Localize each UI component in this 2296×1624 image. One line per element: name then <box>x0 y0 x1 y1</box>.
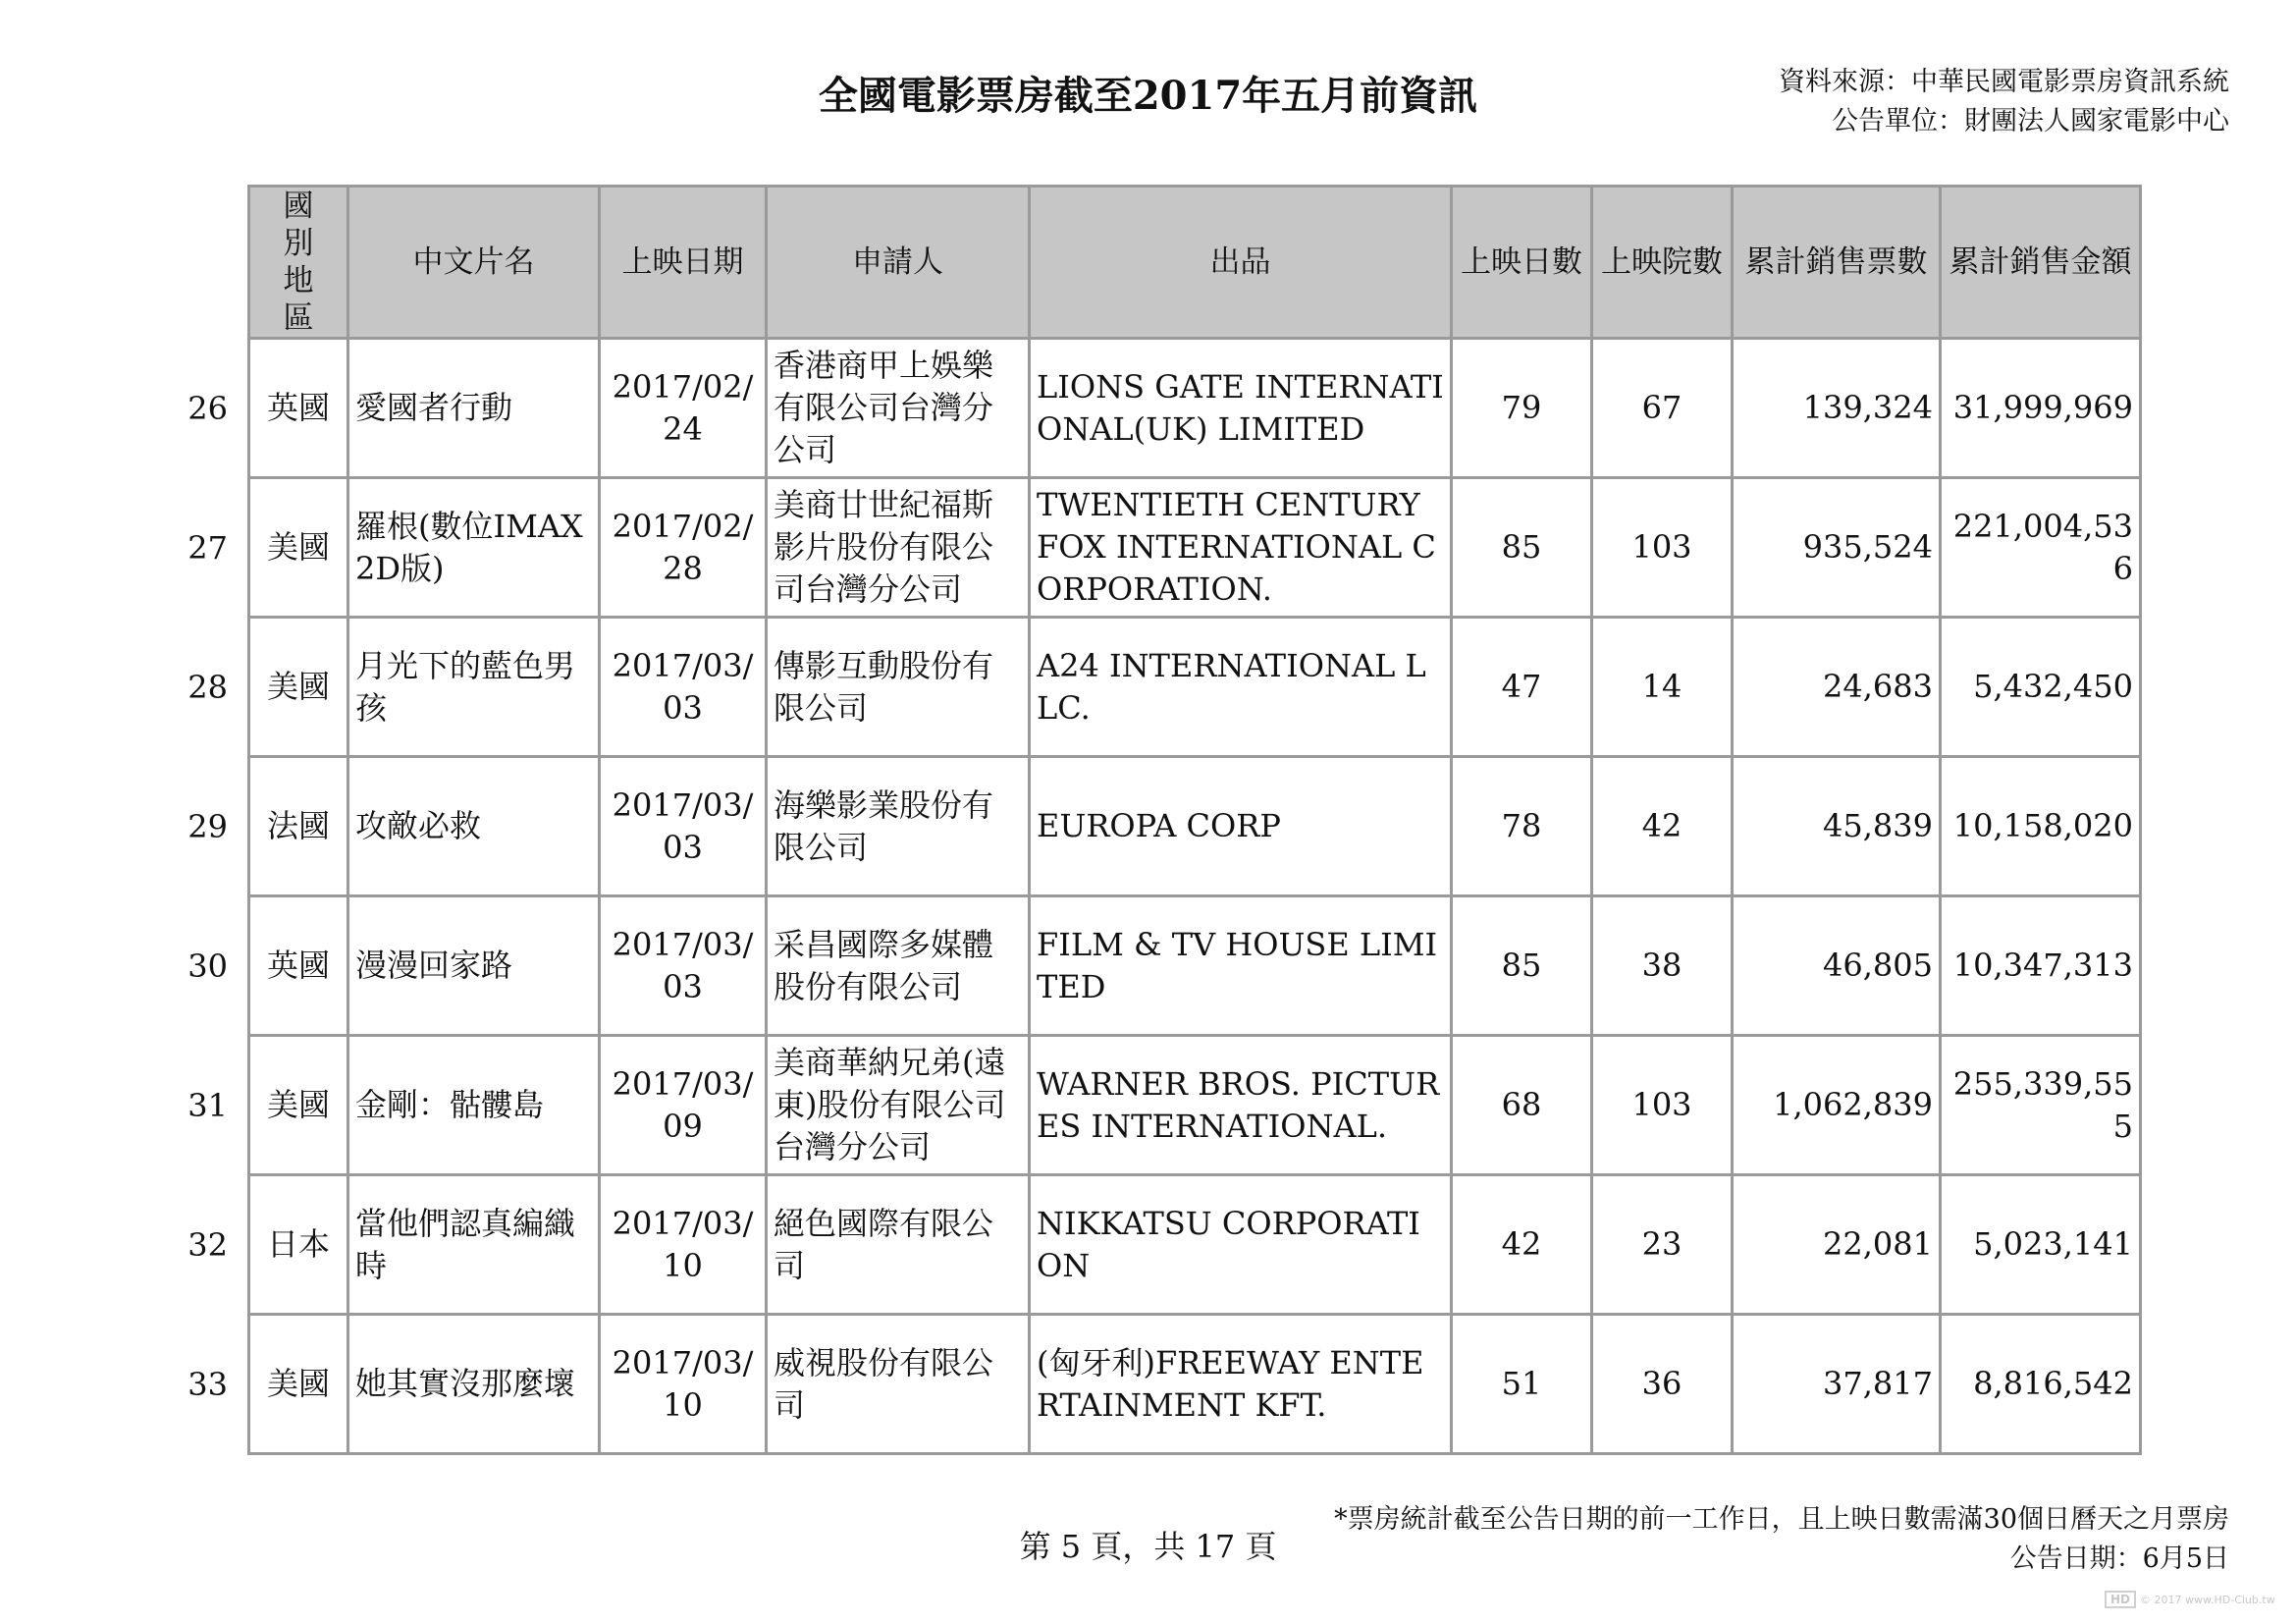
table-row <box>249 478 2141 618</box>
table-row <box>249 896 2141 1036</box>
box-office-table <box>247 185 2142 1455</box>
row-number: 32 <box>187 1225 228 1264</box>
cell-producer: LIONS GATE INTERNATIONAL(UK) LIMITED <box>1030 339 1452 478</box>
col-header-region: 國別地區 <box>249 187 348 339</box>
cell-days: 68 <box>1452 1036 1592 1175</box>
cell-days: 85 <box>1452 478 1592 618</box>
cell-applicant: 美商華納兄弟(遠東)股份有限公司台灣分公司 <box>767 1036 1030 1175</box>
row-number: 30 <box>187 947 228 985</box>
cell-region: 美國 <box>249 478 348 618</box>
cell-days: 79 <box>1452 339 1592 478</box>
cell-days: 42 <box>1452 1175 1592 1315</box>
col-header-tickets: 累計銷售票數 <box>1733 187 1941 339</box>
cell-theaters: 14 <box>1592 618 1733 757</box>
table-header-row <box>249 187 2141 339</box>
col-header-producer: 出品 <box>1030 187 1452 339</box>
cell-title: 漫漫回家路 <box>348 896 600 1036</box>
page-title: 全國電影票房截至2017年五月前資訊 <box>818 73 1478 119</box>
cell-producer: FILM & TV HOUSE LIMITED <box>1030 896 1452 1036</box>
cell-revenue: 5,023,141 <box>1941 1175 2141 1315</box>
watermark-logo-icon: HD <box>2105 1591 2136 1608</box>
cell-title: 金剛：骷髏島 <box>348 1036 600 1175</box>
table-row <box>249 1175 2141 1315</box>
cell-tickets: 37,817 <box>1733 1315 1941 1454</box>
cell-producer: NIKKATSU CORPORATION <box>1030 1175 1452 1315</box>
row-number: 29 <box>187 807 228 845</box>
cell-date: 2017/02/28 <box>600 478 767 618</box>
cell-theaters: 42 <box>1592 757 1733 896</box>
cell-title: 當他們認真編織時 <box>348 1175 600 1315</box>
publisher: 公告單位：財團法人國家電影中心 <box>1832 106 2229 136</box>
cell-applicant: 威視股份有限公司 <box>767 1315 1030 1454</box>
cell-title: 羅根(數位IMAX2D版) <box>348 478 600 618</box>
col-header-days: 上映日數 <box>1452 187 1592 339</box>
cell-theaters: 103 <box>1592 1036 1733 1175</box>
cell-theaters: 103 <box>1592 478 1733 618</box>
cell-region: 英國 <box>249 339 348 478</box>
row-number: 28 <box>187 668 228 706</box>
col-header-revenue: 累計銷售金額 <box>1941 187 2141 339</box>
cell-days: 51 <box>1452 1315 1592 1454</box>
cell-date: 2017/03/09 <box>600 1036 767 1175</box>
cell-applicant: 傳影互動股份有限公司 <box>767 618 1030 757</box>
table-row <box>249 339 2141 478</box>
cell-tickets: 935,524 <box>1733 478 1941 618</box>
cell-title: 她其實沒那麼壞 <box>348 1315 600 1454</box>
data-source: 資料來源：中華民國電影票房資訊系統 <box>1779 67 2229 97</box>
cell-theaters: 23 <box>1592 1175 1733 1315</box>
cell-region: 日本 <box>249 1175 348 1315</box>
cell-theaters: 67 <box>1592 339 1733 478</box>
page-indicator: 第 5 頁，共 17 頁 <box>1019 1528 1277 1565</box>
cell-date: 2017/03/03 <box>600 618 767 757</box>
cell-tickets: 1,062,839 <box>1733 1036 1941 1175</box>
table-row <box>249 1315 2141 1454</box>
cell-applicant: 海樂影業股份有限公司 <box>767 757 1030 896</box>
watermark-text: © 2017 www.HD-Club.tw <box>2140 1594 2275 1606</box>
cell-producer: A24 INTERNATIONAL LLC. <box>1030 618 1452 757</box>
table-row <box>249 618 2141 757</box>
cell-revenue: 5,432,450 <box>1941 618 2141 757</box>
table-row <box>249 1036 2141 1175</box>
row-number: 31 <box>187 1086 228 1124</box>
cell-date: 2017/03/03 <box>600 896 767 1036</box>
cell-producer: TWENTIETH CENTURY FOX INTERNATIONAL CORPORATION. <box>1030 478 1452 618</box>
cell-region: 法國 <box>249 757 348 896</box>
col-header-applicant: 申請人 <box>767 187 1030 339</box>
cell-date: 2017/03/10 <box>600 1315 767 1454</box>
cell-region: 美國 <box>249 1315 348 1454</box>
cell-tickets: 24,683 <box>1733 618 1941 757</box>
cell-title: 月光下的藍色男孩 <box>348 618 600 757</box>
col-header-date: 上映日期 <box>600 187 767 339</box>
col-header-title: 中文片名 <box>348 187 600 339</box>
row-number: 27 <box>187 528 228 567</box>
cell-revenue: 255,339,555 <box>1941 1036 2141 1175</box>
cell-theaters: 36 <box>1592 1315 1733 1454</box>
cell-title: 愛國者行動 <box>348 339 600 478</box>
cell-days: 47 <box>1452 618 1592 757</box>
cell-revenue: 10,158,020 <box>1941 757 2141 896</box>
cell-title: 攻敵必救 <box>348 757 600 896</box>
cell-days: 85 <box>1452 896 1592 1036</box>
cell-tickets: 46,805 <box>1733 896 1941 1036</box>
cell-region: 美國 <box>249 618 348 757</box>
cell-applicant: 美商廿世紀福斯影片股份有限公司台灣分公司 <box>767 478 1030 618</box>
cell-tickets: 45,839 <box>1733 757 1941 896</box>
cell-theaters: 38 <box>1592 896 1733 1036</box>
footnote <box>1334 1500 2229 1579</box>
cell-region: 美國 <box>249 1036 348 1175</box>
row-number: 26 <box>187 389 228 427</box>
cell-tickets: 22,081 <box>1733 1175 1941 1315</box>
cell-date: 2017/02/24 <box>600 339 767 478</box>
cell-producer: (匈牙利)FREEWAY ENTERTAINMENT KFT. <box>1030 1315 1452 1454</box>
cell-date: 2017/03/10 <box>600 1175 767 1315</box>
cell-revenue: 221,004,536 <box>1941 478 2141 618</box>
cell-revenue: 8,816,542 <box>1941 1315 2141 1454</box>
col-header-theaters: 上映院數 <box>1592 187 1733 339</box>
cell-days: 78 <box>1452 757 1592 896</box>
cell-tickets: 139,324 <box>1733 339 1941 478</box>
cell-revenue: 10,347,313 <box>1941 896 2141 1036</box>
cell-revenue: 31,999,969 <box>1941 339 2141 478</box>
table-row <box>249 757 2141 896</box>
cell-applicant: 絕色國際有限公司 <box>767 1175 1030 1315</box>
cell-applicant: 香港商甲上娛樂有限公司台灣分公司 <box>767 339 1030 478</box>
cell-producer: WARNER BROS. PICTURES INTERNATIONAL. <box>1030 1036 1452 1175</box>
row-number: 33 <box>187 1365 228 1403</box>
cell-date: 2017/03/03 <box>600 757 767 896</box>
cell-producer: EUROPA CORP <box>1030 757 1452 896</box>
source-info <box>1779 63 2229 141</box>
cell-applicant: 采昌國際多媒體股份有限公司 <box>767 896 1030 1036</box>
watermark <box>2105 1591 2276 1610</box>
announce-date: 公告日期：6月5日 <box>2009 1543 2229 1574</box>
cell-region: 英國 <box>249 896 348 1036</box>
footnote-text: *票房統計截至公告日期的前一工作日，且上映日數需滿30個日曆天之月票房 <box>1334 1504 2229 1535</box>
